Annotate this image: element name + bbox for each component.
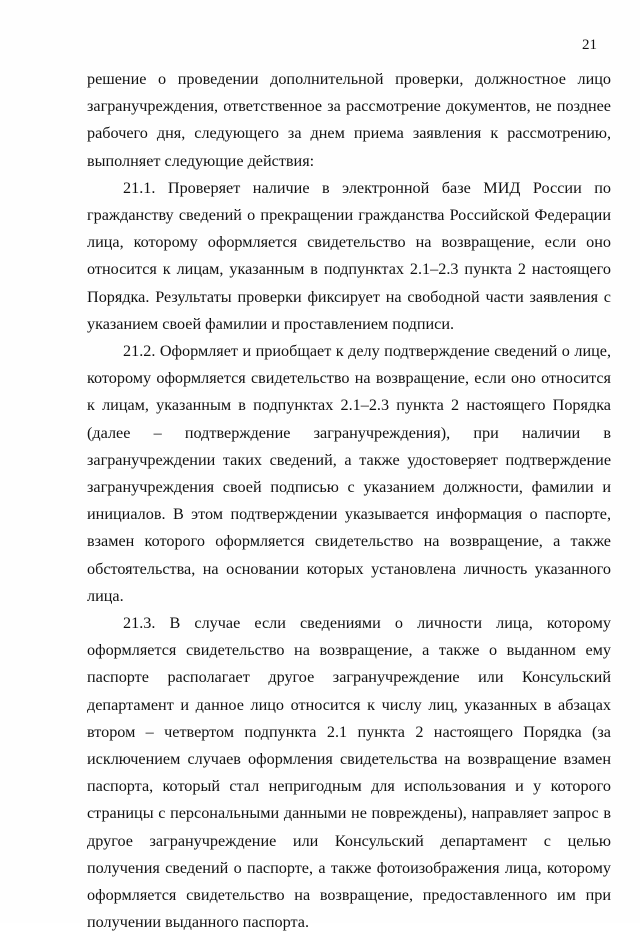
paragraph-21-1: 21.1. Проверяет наличие в электронной базе МИД России по гражданству сведений о прекращении гражданства Российской Федерации лица, которому оформляется свидетельство на возвращение, если оно относится к лицам, указанным в подпунктах 2.1–2.3 пункта 2 настоящего Порядка. Результаты проверки фиксирует на свободной части заявления с указанием своей фамилии и проставлением подписи. [87,178,611,333]
paragraph-21-3: 21.3. В случае если сведениями о личности лица, которому оформляется свидетельство на возвращение, а также о выданном ему паспорте располагает другое загранучреждение или Консульский департамент и данное лицо относится к числу лиц, указанных в абзацах втором – четвертом подпункта 2.1 пункта 2 настоящего Порядка (за исключением случаев оформления свидетельства на возвращение взамен паспорта, который стал непригодным для использования и у которого страницы с персональными данными не повреждены), направляет запрос в другое загранучреждение или Консульский департамент с целью получения сведений о паспорте, а также фотоизображения лица, которому оформляется свидетельство на возвращение, предоставленного им при получении выданного паспорта. [87,614,611,932]
page-number: 21 [582,37,597,53]
paragraph-continuation: решение о проведении дополнительной проверки, должностное лицо загранучреждения, ответственное за рассмотрение документов, не позднее рабочего дня, следующего за днем приема заявления к рассмотрению, выполняет следующие действия: [87,70,611,170]
document-body [87,66,611,937]
paragraph-21-2: 21.2. Оформляет и приобщает к делу подтверждение сведений о лице, которому оформляется свидетельство на возвращение, если оно относится к лицам, указанным в подпунктах 2.1–2.3 пункта 2 настоящего Порядка (далее – подтверждение загранучреждения), при наличии в загранучреждении таких сведений, а также удостоверяет подтверждение загранучреждения своей подписью с указанием должности, фамилии и инициалов. В этом подтверждении указывается информация о паспорте, взамен которого оформляется свидетельство на возвращение, а также обстоятельства, на основании которых установлена личность указанного лица. [87,342,611,605]
